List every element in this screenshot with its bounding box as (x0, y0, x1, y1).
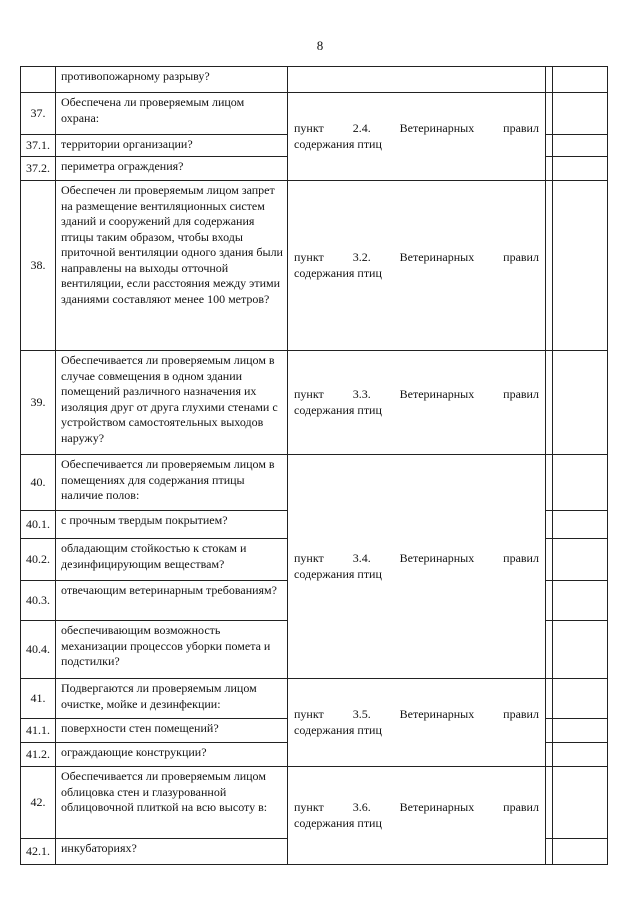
reference-line-2: содержания птиц (294, 815, 382, 830)
reference-word-3: Ветеринарных (399, 250, 475, 264)
answer-cell[interactable] (546, 181, 553, 351)
table-row (21, 679, 608, 719)
question-text: ограждающие конструкции? (56, 743, 288, 767)
answer-cell[interactable] (546, 157, 553, 181)
reference-word-3: Ветеринарных (399, 551, 475, 565)
question-text: отвечающим ветеринарным требованиям? (56, 581, 288, 621)
reference-word-1: пункт (294, 707, 324, 721)
note-cell[interactable] (553, 157, 608, 181)
note-cell[interactable] (553, 135, 608, 157)
legal-reference-cell (288, 351, 546, 455)
reference-word-3: Ветеринарных (399, 387, 475, 401)
answer-cell[interactable] (546, 93, 553, 135)
row-number: 41. (21, 679, 56, 719)
reference-word-1: пункт (294, 551, 324, 565)
answer-cell[interactable] (546, 621, 553, 679)
reference-word-4: правил (503, 551, 539, 565)
legal-reference-cell (288, 767, 546, 865)
answer-cell[interactable] (546, 455, 553, 511)
question-text: Обеспечивается ли проверяемым лицом облицовка стен и глазурованной облицовочной плиткой на всю высоту в: (56, 767, 288, 839)
reference-line-2: содержания птиц (294, 136, 382, 151)
table-row (21, 93, 608, 135)
row-number (21, 67, 56, 93)
row-number: 42. (21, 767, 56, 839)
reference-word-4: правил (503, 121, 539, 135)
answer-cell[interactable] (546, 351, 553, 455)
reference-clause: 3.6. (352, 800, 371, 814)
answer-cell[interactable] (546, 581, 553, 621)
reference-line-2: содержания птиц (294, 566, 382, 581)
question-text: Обеспечен ли проверяемым лицом запрет на размещение вентиляционных систем зданий и сооружений для содержания птицы таким образом, чтобы входы приточной вентиляции одного здания были направлены на выходы отточной вентиляции, если расстояния между этими зданиями составляют менее 100 метров? (56, 181, 288, 351)
note-cell[interactable] (553, 93, 608, 135)
note-cell[interactable] (553, 581, 608, 621)
answer-cell[interactable] (546, 67, 553, 93)
row-number: 40.4. (21, 621, 56, 679)
reference-word-1: пункт (294, 800, 324, 814)
question-text: Подвергаются ли проверяемым лицом очистке, мойке и дезинфекции: (56, 679, 288, 719)
note-cell[interactable] (553, 539, 608, 581)
note-cell[interactable] (553, 679, 608, 719)
note-cell[interactable] (553, 67, 608, 93)
question-text: поверхности стен помещений? (56, 719, 288, 743)
answer-cell[interactable] (546, 839, 553, 865)
page-number: 8 (316, 38, 324, 53)
row-number: 37. (21, 93, 56, 135)
note-cell[interactable] (553, 455, 608, 511)
question-text: обеспечивающим возможность механизации процессов уборки помета и подстилки? (56, 621, 288, 679)
table-row (21, 767, 608, 839)
reference-word-4: правил (503, 250, 539, 264)
answer-cell[interactable] (546, 679, 553, 719)
reference-word-3: Ветеринарных (399, 121, 475, 135)
answer-cell[interactable] (546, 135, 553, 157)
answer-cell[interactable] (546, 743, 553, 767)
legal-reference-cell (288, 93, 546, 181)
reference-line-2: содержания птиц (294, 722, 382, 737)
note-cell[interactable] (553, 511, 608, 539)
legal-reference-cell (288, 67, 546, 93)
question-text: территории организации? (56, 135, 288, 157)
row-number: 38. (21, 181, 56, 351)
reference-clause: 3.2. (352, 250, 371, 264)
reference-word-3: Ветеринарных (399, 800, 475, 814)
reference-word-1: пункт (294, 250, 324, 264)
answer-cell[interactable] (546, 539, 553, 581)
note-cell[interactable] (553, 181, 608, 351)
row-number: 40. (21, 455, 56, 511)
question-text: Обеспечена ли проверяемым лицом охрана: (56, 93, 288, 135)
row-number: 40.1. (21, 511, 56, 539)
reference-word-1: пункт (294, 121, 324, 135)
legal-reference-cell (288, 455, 546, 679)
row-number: 37.1. (21, 135, 56, 157)
legal-reference-cell (288, 181, 546, 351)
question-text: периметра ограждения? (56, 157, 288, 181)
row-number: 41.1. (21, 719, 56, 743)
note-cell[interactable] (553, 719, 608, 743)
table-row (21, 455, 608, 511)
table-row (21, 67, 608, 93)
question-text: инкубаториях? (56, 839, 288, 865)
reference-clause: 3.5. (352, 707, 371, 721)
question-text: обладающим стойкостью к стокам и дезинфицирующим веществам? (56, 539, 288, 581)
reference-word-4: правил (503, 707, 539, 721)
question-text: Обеспечивается ли проверяемым лицом в помещениях для содержания птицы наличие полов: (56, 455, 288, 511)
reference-line-2: содержания птиц (294, 402, 382, 417)
question-text: с прочным твердым покрытием? (56, 511, 288, 539)
note-cell[interactable] (553, 743, 608, 767)
legal-reference-cell (288, 679, 546, 767)
row-number: 37.2. (21, 157, 56, 181)
answer-cell[interactable] (546, 719, 553, 743)
answer-cell[interactable] (546, 767, 553, 839)
row-number: 39. (21, 351, 56, 455)
reference-clause: 2.4. (352, 121, 371, 135)
row-number: 42.1. (21, 839, 56, 865)
checklist-table (20, 66, 608, 865)
note-cell[interactable] (553, 621, 608, 679)
reference-word-3: Ветеринарных (399, 707, 475, 721)
note-cell[interactable] (553, 839, 608, 865)
row-number: 40.3. (21, 581, 56, 621)
reference-line-2: содержания птиц (294, 265, 382, 280)
answer-cell[interactable] (546, 511, 553, 539)
note-cell[interactable] (553, 767, 608, 839)
row-number: 40.2. (21, 539, 56, 581)
table-row (21, 351, 608, 455)
table-row (21, 181, 608, 351)
row-number: 41.2. (21, 743, 56, 767)
reference-word-4: правил (503, 387, 539, 401)
reference-word-1: пункт (294, 387, 324, 401)
question-text: Обеспечивается ли проверяемым лицом в случае совмещения в одном здании помещений различного назначения их изоляция друг от друга глухими стенами с устройством самостоятельных выходов наружу? (56, 351, 288, 455)
question-text: противопожарному разрыву? (56, 67, 288, 93)
reference-clause: 3.3. (352, 387, 371, 401)
note-cell[interactable] (553, 351, 608, 455)
reference-clause: 3.4. (352, 551, 371, 565)
reference-word-4: правил (503, 800, 539, 814)
